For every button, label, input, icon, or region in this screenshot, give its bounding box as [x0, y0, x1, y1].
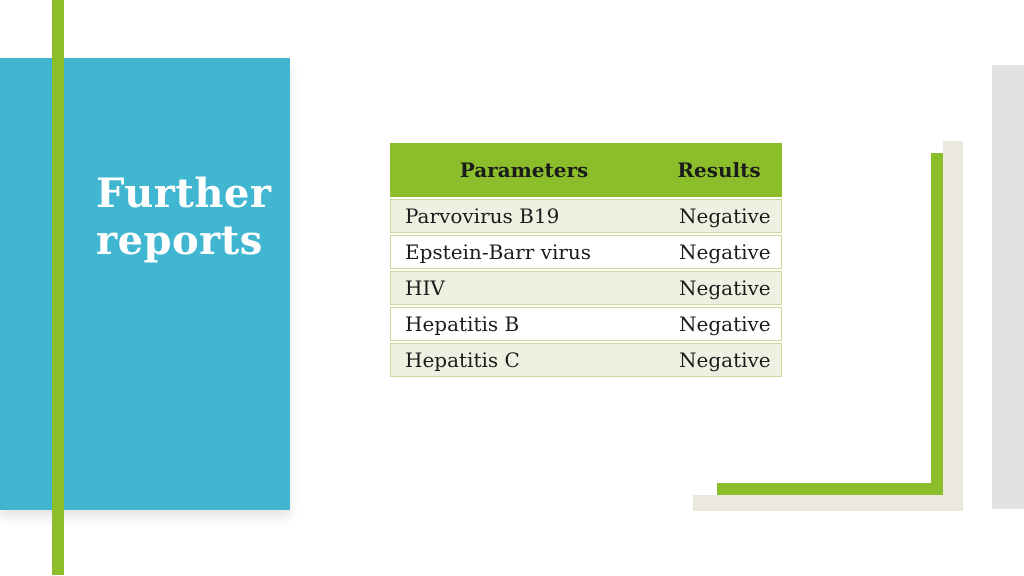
cell-result: Negative [679, 348, 771, 372]
corner-decoration-green-vertical [931, 153, 943, 495]
cell-parameter: Hepatitis C [405, 348, 520, 372]
cell-result: Negative [679, 276, 771, 300]
slide-title: Further reports [96, 170, 272, 264]
table-row [390, 235, 782, 269]
corner-decoration-green-horizontal [717, 483, 943, 495]
corner-decoration-shadow-horizontal [693, 495, 963, 511]
cell-result: Negative [679, 240, 771, 264]
title-panel [0, 58, 290, 510]
table-row [390, 307, 782, 341]
cell-result: Negative [679, 312, 771, 336]
cell-parameter: Epstein-Barr virus [405, 240, 592, 264]
column-header-results: Results [677, 158, 761, 182]
corner-decoration-shadow-vertical [943, 141, 963, 511]
results-table [390, 143, 782, 377]
table-row [390, 271, 782, 305]
table-row [390, 343, 782, 377]
cell-result: Negative [679, 204, 771, 228]
column-header-parameters: Parameters [459, 158, 589, 182]
table-header-row [390, 143, 782, 197]
table-row [390, 199, 782, 233]
cell-parameter: HIV [405, 276, 445, 300]
cell-parameter: Hepatitis B [405, 312, 520, 336]
right-edge-gray-bar [992, 65, 1024, 509]
cell-parameter: Parvovirus B19 [405, 204, 560, 228]
vertical-accent-stripe [52, 0, 64, 575]
